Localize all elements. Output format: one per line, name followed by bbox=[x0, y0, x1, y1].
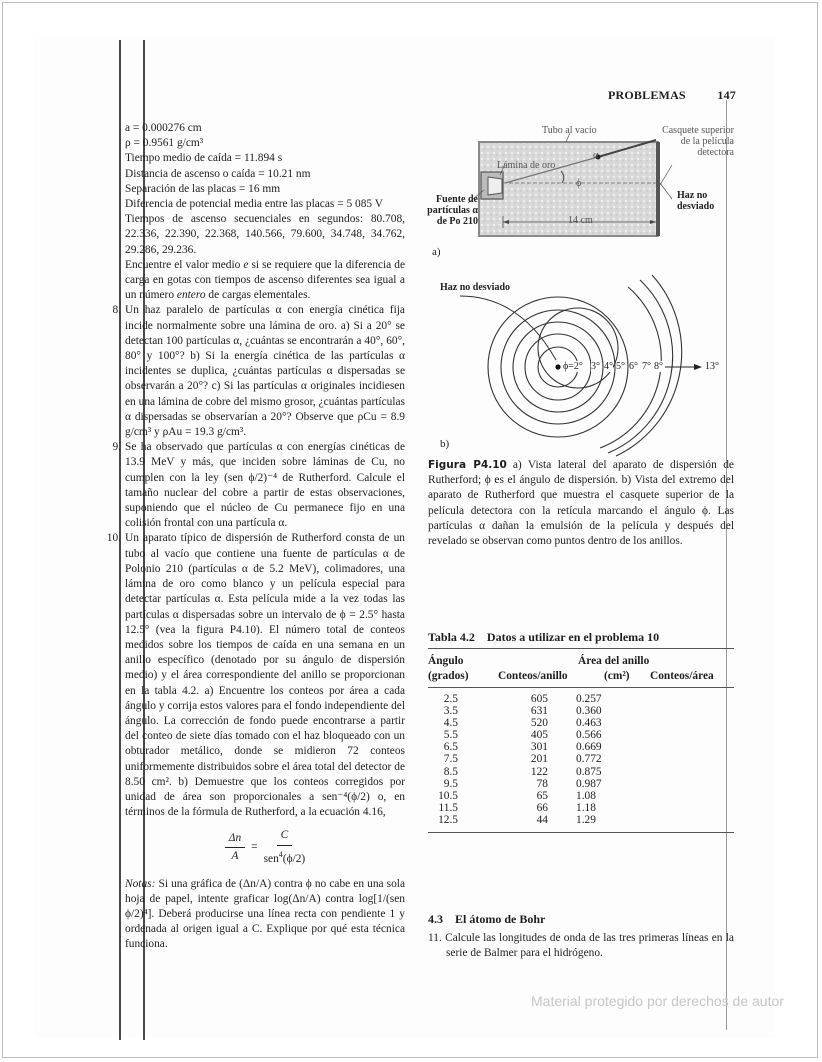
denominator bbox=[264, 846, 306, 867]
problem-number: 11. bbox=[428, 932, 442, 944]
text-run: Encuentre el valor medio bbox=[125, 258, 244, 271]
problem-text: Un haz paralelo de partículas α con energía cinética fija incide normalmente sobre una lámina de oro. a) Si a 20° se detectan 100 partículas α, ¿cuántas se encontrarán a 40°, 60°, 80° y 100°? b) Si la energía cinética de las partículas α incidentes se duplica, ¿cuántas partículas α dispersadas se observarán a 20°? c) Si las partículas α originales incidiesen en una lámina de cobre del mismo grosor, ¿cuántas partículas α dispersadas se observarían a 20°? Observe que ρCu = 8.9 g/cm³ y ρAu = 19.3 g/cm³. bbox=[125, 304, 405, 439]
ring-label-5: 5° bbox=[616, 361, 625, 372]
table-caption: Datos a utilizar en el problema 10 bbox=[486, 630, 660, 644]
distance-label: 14 cm bbox=[568, 215, 593, 226]
cell-counts: 405 bbox=[530, 729, 548, 742]
given-value: a = 0.000276 cm bbox=[125, 122, 202, 134]
cell-per-area bbox=[622, 778, 734, 790]
undeviated-beam-label: Haz no desviado bbox=[677, 190, 715, 212]
figure-caption bbox=[428, 458, 734, 549]
cell-per-area bbox=[622, 766, 734, 778]
cell-counts: 631 bbox=[530, 705, 548, 718]
ring-label-3: 3° bbox=[591, 361, 600, 372]
numerator: Δn bbox=[225, 831, 245, 848]
cell-area: 1.29 bbox=[576, 813, 596, 826]
cell-counts: 301 bbox=[530, 741, 548, 754]
find-instruction bbox=[125, 258, 405, 304]
equation-4-16 bbox=[125, 828, 405, 866]
given-value: Diferencia de potencial media entre las placas = 5 085 V bbox=[125, 198, 383, 211]
figure-part-b-label: b) bbox=[440, 438, 450, 450]
cell-angle: 8.5 bbox=[443, 765, 458, 778]
cell-per-area bbox=[622, 717, 734, 729]
cell-area: 0.987 bbox=[576, 777, 602, 790]
given-value: Distancia de ascenso o caída = 10.21 nm bbox=[125, 167, 311, 180]
left-column bbox=[106, 121, 406, 953]
problem-9 bbox=[112, 440, 405, 531]
numerator: C bbox=[277, 828, 293, 845]
cell-angle: 9.5 bbox=[443, 777, 458, 790]
cell-area: 0.772 bbox=[576, 753, 602, 766]
cell-counts: 605 bbox=[530, 693, 548, 705]
cell-angle: 7.5 bbox=[443, 753, 458, 766]
table-row bbox=[428, 741, 734, 753]
header-per-area: Conteos/área bbox=[650, 670, 714, 682]
table-row bbox=[428, 753, 734, 765]
problem-8 bbox=[112, 303, 405, 440]
given-value: Separación de las placas = 16 mm bbox=[125, 182, 281, 195]
problem-number: 9. bbox=[112, 441, 121, 454]
table-row bbox=[428, 693, 734, 705]
notes bbox=[125, 877, 405, 953]
problem-text: Se ha observado que partículas α con energías cinéticas de 13.9 MeV y más, que inciden sobre láminas de Cu, no cumplen con la ley (sen ϕ/2)⁻⁴ de Rutherford. Calcule el tamaño nuclear del cobre a partir de estas observaciones, suponiendo que el núcleo de Cu permanece fijo en una colisión frontal con una partícula α. bbox=[125, 441, 405, 530]
problem-text: Un aparato típico de dispersión de Rutherford consta de un tubo al vacío que contiene una fuente de partículas α de Polonio 210 (partículas α de 5.2 MeV), colimadores, una lámina de oro como blanco y un película especial para detectar partículas α. Esta película mide a la vez todas las partículas α dispersadas sobre un intervalo de ϕ = 2.5° hasta 12.5° (vea la figura P4.10). El número total de conteos medidos sobre los tiempos de caída en una semana en un anillo específico (denotado por su ángulo de dispersión medio) y el área correspondiente del anillo se proporcionan en la tabla 4.2. a) Encuentre los conteos por área a cada ángulo y corrija estos valores para el fondo independiente del ángulo. La corrección de fondo puede encontrarse a partir del conteo de siete días tomado con el haz bloqueado con un obturador metálico, donde se midieron 72 conteos uniformemente distribuidos sobre el área total del detector de 8.50 cm². b) Demuestre que los conteos corregidos por unidad de área son proporcionales a sen⁻⁴(ϕ/2) o, en términos de la fórmula de Rutherford, a la ecuación 4.16, bbox=[125, 532, 405, 819]
header-area-2: (cm²) bbox=[604, 670, 630, 682]
cell-per-area bbox=[622, 705, 734, 717]
ring-label-8: 8° bbox=[654, 361, 663, 372]
cell-angle: 11.5 bbox=[438, 801, 458, 814]
cell-counts: 520 bbox=[530, 717, 548, 730]
fraction-rhs bbox=[264, 828, 306, 866]
caption-title: Figura P4.10 bbox=[428, 459, 507, 471]
table-header bbox=[428, 649, 734, 687]
argument: (ϕ/2) bbox=[282, 852, 306, 865]
problem-10 bbox=[106, 531, 405, 820]
cell-counts: 201 bbox=[530, 753, 548, 766]
table-row bbox=[428, 802, 734, 814]
sen-text: sen bbox=[263, 852, 279, 865]
table-bottom-rule bbox=[428, 832, 734, 833]
header-area-1: Área del anillo bbox=[578, 655, 650, 667]
ring-label-2: ϕ=2° bbox=[563, 361, 583, 372]
table-body bbox=[428, 688, 734, 832]
cell-angle: 4.5 bbox=[443, 717, 458, 730]
var-e: e bbox=[243, 258, 249, 271]
ring-label-6: 6° bbox=[629, 361, 638, 372]
table-title bbox=[428, 630, 659, 645]
alpha-label: α bbox=[593, 150, 599, 161]
cell-per-area bbox=[622, 802, 734, 814]
ring-label-7: 7° bbox=[642, 361, 651, 372]
problem-11 bbox=[428, 931, 734, 961]
copyright-watermark: Material protegido por derechos de autor bbox=[531, 993, 784, 1009]
rise-times: Tiempos de ascenso secuenciales en segundos: 80.708, 22.336, 22.390, 22.368, 140.566, 79.600, 34.748, 34.762, 29.286, 29.236. bbox=[125, 213, 405, 256]
cell-per-area bbox=[622, 790, 734, 802]
cell-per-area bbox=[622, 729, 734, 741]
cell-counts: 122 bbox=[530, 765, 548, 778]
header-angle-2: (grados) bbox=[428, 670, 469, 682]
cell-per-area bbox=[622, 693, 734, 705]
table-row bbox=[428, 717, 734, 729]
table-number: Tabla 4.2 bbox=[428, 630, 475, 644]
problem-number: 8. bbox=[112, 304, 121, 317]
cell-counts: 65 bbox=[536, 789, 548, 802]
given-value: ρ = 0.9561 g/cm³ bbox=[125, 137, 204, 150]
notes-text: Si una gráfica de (Δn/A) contra ϕ no cabe en una sola hoja de papel, intente graficar log(Δn/A) contra log[1/(sen ϕ/2)⁴]. Deberá producirse una línea recta con pendiente 1 y ordenada al origen igual a C. Explique por qué esta técnica funciona. bbox=[125, 877, 405, 951]
phi-label: ϕ bbox=[576, 178, 582, 189]
source-label: Fuente de partículas α de Po 210 bbox=[427, 194, 478, 227]
table-row bbox=[428, 705, 734, 717]
film-label: Casquete superior de la película detectora bbox=[662, 125, 734, 158]
fraction-lhs bbox=[225, 831, 245, 864]
cell-angle: 2.5 bbox=[443, 693, 458, 705]
exponent: 4 bbox=[278, 849, 283, 859]
caption-text: a) Vista lateral del aparato de dispersión de Rutherford; ϕ es el ángulo de dispersión. b) Vista del extremo del aparato de Rutherford que muestra el casquete superior de la película detectora con la retícula marcando el ángulo ϕ. Las partículas α dañan la emulsión de la película y después del revelado se observan como puntos dentro de los anillos. bbox=[428, 459, 734, 548]
section-number: 4.3 bbox=[428, 912, 443, 926]
cell-area: 0.669 bbox=[576, 741, 602, 754]
table-row bbox=[428, 790, 734, 802]
cell-area: 0.257 bbox=[576, 693, 602, 705]
problem-text: Calcule las longitudes de onda de las tres primeras líneas en la serie de Balmer para el hidrógeno. bbox=[445, 932, 734, 960]
data-table bbox=[428, 648, 734, 833]
section-title: El átomo de Bohr bbox=[455, 912, 546, 926]
table-row bbox=[428, 814, 734, 826]
cell-area: 1.18 bbox=[576, 801, 596, 814]
running-title: PROBLEMAS bbox=[608, 88, 686, 102]
given-value: Tiempo medio de caída = 11.894 s bbox=[125, 152, 283, 165]
emph-entero: entero bbox=[176, 289, 206, 302]
tube-label: Tubo al vacío bbox=[542, 125, 597, 136]
cell-area: 1.08 bbox=[576, 789, 596, 802]
cell-counts: 44 bbox=[536, 813, 548, 826]
cell-angle: 10.5 bbox=[438, 789, 458, 802]
figure-part-a-label: a) bbox=[432, 246, 441, 258]
cell-angle: 3.5 bbox=[443, 705, 458, 718]
cell-area: 0.566 bbox=[576, 729, 602, 742]
text-run: si se requiere que la diferencia de carga en gotas con tiempos de ascenso diferentes sea igual a un número bbox=[125, 258, 406, 302]
table-row bbox=[428, 778, 734, 790]
cell-counts: 66 bbox=[536, 801, 548, 814]
text-run: de cargas elementales. bbox=[205, 289, 311, 302]
table-row bbox=[428, 766, 734, 778]
header-counts: Conteos/anillo bbox=[498, 670, 568, 682]
cell-per-area bbox=[622, 741, 734, 753]
header-angle-1: Ángulo bbox=[428, 655, 464, 667]
cell-angle: 5.5 bbox=[443, 729, 458, 742]
undeviated-beam-label-b: Haz no desviado bbox=[440, 282, 511, 293]
cell-angle: 12.5 bbox=[438, 813, 458, 826]
cell-area: 0.463 bbox=[576, 717, 602, 730]
page-number: 147 bbox=[717, 88, 736, 102]
problem-number: 10. bbox=[106, 532, 121, 545]
notes-label: Notas: bbox=[125, 877, 156, 890]
ring-label-4: 4° bbox=[604, 361, 613, 372]
cell-area: 0.875 bbox=[576, 765, 602, 778]
denominator: A bbox=[231, 849, 239, 862]
cell-per-area bbox=[622, 814, 734, 826]
arrow-label-13: 13° bbox=[705, 361, 719, 372]
cell-angle: 6.5 bbox=[443, 741, 458, 754]
cell-counts: 78 bbox=[536, 777, 548, 790]
equals-sign: = bbox=[251, 840, 258, 853]
foil-label: Lámina de oro bbox=[497, 160, 556, 171]
cell-area: 0.360 bbox=[576, 705, 602, 718]
table-row bbox=[428, 729, 734, 741]
page-header bbox=[608, 88, 736, 103]
section-heading bbox=[428, 912, 545, 927]
cell-per-area bbox=[622, 753, 734, 765]
